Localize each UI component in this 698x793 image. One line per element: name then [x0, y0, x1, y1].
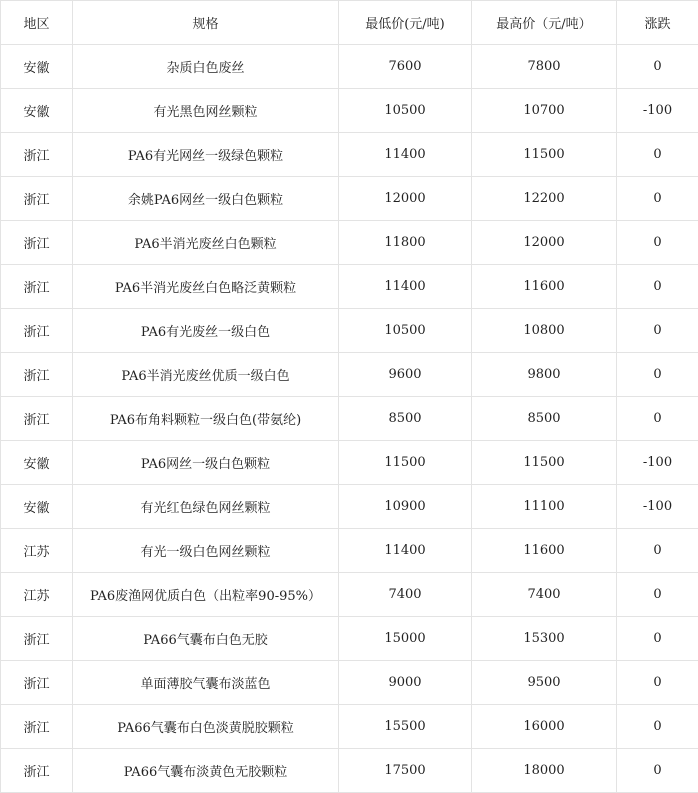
table-row: [1, 309, 698, 353]
cell-max-price: 11600: [472, 265, 617, 309]
table-row: [1, 529, 698, 573]
table-row: [1, 397, 698, 441]
cell-region: 安徽: [1, 89, 73, 133]
cell-change: 0: [617, 309, 698, 353]
cell-region: 江苏: [1, 573, 73, 617]
table-row: [1, 89, 698, 133]
cell-change: -100: [617, 441, 698, 485]
cell-region: 安徽: [1, 441, 73, 485]
cell-min-price: 11400: [339, 133, 472, 177]
cell-spec: PA6半消光废丝白色颗粒: [73, 221, 339, 265]
cell-min-price: 17500: [339, 749, 472, 793]
cell-spec: PA6网丝一级白色颗粒: [73, 441, 339, 485]
cell-spec: PA6废渔网优质白色（出粒率90-95%）: [73, 573, 339, 617]
table-row: [1, 573, 698, 617]
cell-change: 0: [617, 661, 698, 705]
cell-max-price: 10800: [472, 309, 617, 353]
cell-spec: 单面薄胶气囊布淡蓝色: [73, 661, 339, 705]
table-row: [1, 265, 698, 309]
cell-max-price: 9800: [472, 353, 617, 397]
cell-spec: 有光红色绿色网丝颗粒: [73, 485, 339, 529]
cell-min-price: 7600: [339, 45, 472, 89]
cell-change: 0: [617, 529, 698, 573]
table-row: [1, 133, 698, 177]
cell-max-price: 10700: [472, 89, 617, 133]
cell-max-price: 12200: [472, 177, 617, 221]
header-change: 涨跌: [617, 1, 698, 45]
cell-max-price: 9500: [472, 661, 617, 705]
cell-spec: PA6半消光废丝白色略泛黄颗粒: [73, 265, 339, 309]
cell-region: 浙江: [1, 221, 73, 265]
cell-change: 0: [617, 617, 698, 661]
cell-change: 0: [617, 221, 698, 265]
cell-spec: PA6有光网丝一级绿色颗粒: [73, 133, 339, 177]
cell-max-price: 11500: [472, 133, 617, 177]
cell-change: 0: [617, 133, 698, 177]
cell-change: 0: [617, 45, 698, 89]
table-row: [1, 705, 698, 749]
cell-spec: 余姚PA6网丝一级白色颗粒: [73, 177, 339, 221]
cell-region: 浙江: [1, 177, 73, 221]
cell-min-price: 10500: [339, 89, 472, 133]
cell-region: 浙江: [1, 705, 73, 749]
cell-spec: PA6半消光废丝优质一级白色: [73, 353, 339, 397]
cell-min-price: 9600: [339, 353, 472, 397]
cell-max-price: 8500: [472, 397, 617, 441]
cell-min-price: 11800: [339, 221, 472, 265]
cell-max-price: 18000: [472, 749, 617, 793]
cell-min-price: 10900: [339, 485, 472, 529]
cell-min-price: 8500: [339, 397, 472, 441]
cell-region: 浙江: [1, 265, 73, 309]
cell-spec: 有光一级白色网丝颗粒: [73, 529, 339, 573]
cell-change: 0: [617, 353, 698, 397]
cell-region: 浙江: [1, 397, 73, 441]
cell-spec: 杂质白色废丝: [73, 45, 339, 89]
cell-min-price: 9000: [339, 661, 472, 705]
table-row: [1, 441, 698, 485]
cell-max-price: 12000: [472, 221, 617, 265]
cell-min-price: 7400: [339, 573, 472, 617]
cell-spec: 有光黑色网丝颗粒: [73, 89, 339, 133]
cell-region: 江苏: [1, 529, 73, 573]
cell-change: 0: [617, 705, 698, 749]
cell-region: 安徽: [1, 485, 73, 529]
cell-change: 0: [617, 397, 698, 441]
header-spec: 规格: [73, 1, 339, 45]
cell-region: 浙江: [1, 617, 73, 661]
header-max-price: 最高价（元/吨）: [472, 1, 617, 45]
table-row: [1, 221, 698, 265]
table-row: [1, 45, 698, 89]
table-row: [1, 749, 698, 793]
cell-spec: PA6布角料颗粒一级白色(带氨纶): [73, 397, 339, 441]
table-row: [1, 661, 698, 705]
table-body: [1, 45, 698, 793]
cell-spec: PA66气囊布淡黄色无胶颗粒: [73, 749, 339, 793]
cell-change: 0: [617, 573, 698, 617]
cell-max-price: 7400: [472, 573, 617, 617]
cell-min-price: 11400: [339, 265, 472, 309]
cell-max-price: 11100: [472, 485, 617, 529]
cell-region: 浙江: [1, 661, 73, 705]
table-row: [1, 617, 698, 661]
cell-change: 0: [617, 177, 698, 221]
header-row: [1, 1, 698, 45]
cell-spec: PA66气囊布白色淡黄脱胶颗粒: [73, 705, 339, 749]
cell-change: 0: [617, 749, 698, 793]
table-row: [1, 353, 698, 397]
cell-min-price: 15500: [339, 705, 472, 749]
cell-min-price: 12000: [339, 177, 472, 221]
table-row: [1, 177, 698, 221]
cell-min-price: 10500: [339, 309, 472, 353]
cell-region: 浙江: [1, 353, 73, 397]
cell-max-price: 11500: [472, 441, 617, 485]
cell-region: 浙江: [1, 133, 73, 177]
cell-region: 浙江: [1, 309, 73, 353]
cell-min-price: 11500: [339, 441, 472, 485]
cell-max-price: 11600: [472, 529, 617, 573]
cell-change: -100: [617, 485, 698, 529]
cell-change: -100: [617, 89, 698, 133]
cell-change: 0: [617, 265, 698, 309]
header-region: 地区: [1, 1, 73, 45]
cell-spec: PA6有光废丝一级白色: [73, 309, 339, 353]
cell-min-price: 11400: [339, 529, 472, 573]
cell-max-price: 16000: [472, 705, 617, 749]
cell-region: 安徽: [1, 45, 73, 89]
cell-max-price: 7800: [472, 45, 617, 89]
cell-spec: PA66气囊布白色无胶: [73, 617, 339, 661]
table-row: [1, 485, 698, 529]
cell-region: 浙江: [1, 749, 73, 793]
cell-max-price: 15300: [472, 617, 617, 661]
cell-min-price: 15000: [339, 617, 472, 661]
header-min-price: 最低价(元/吨): [339, 1, 472, 45]
